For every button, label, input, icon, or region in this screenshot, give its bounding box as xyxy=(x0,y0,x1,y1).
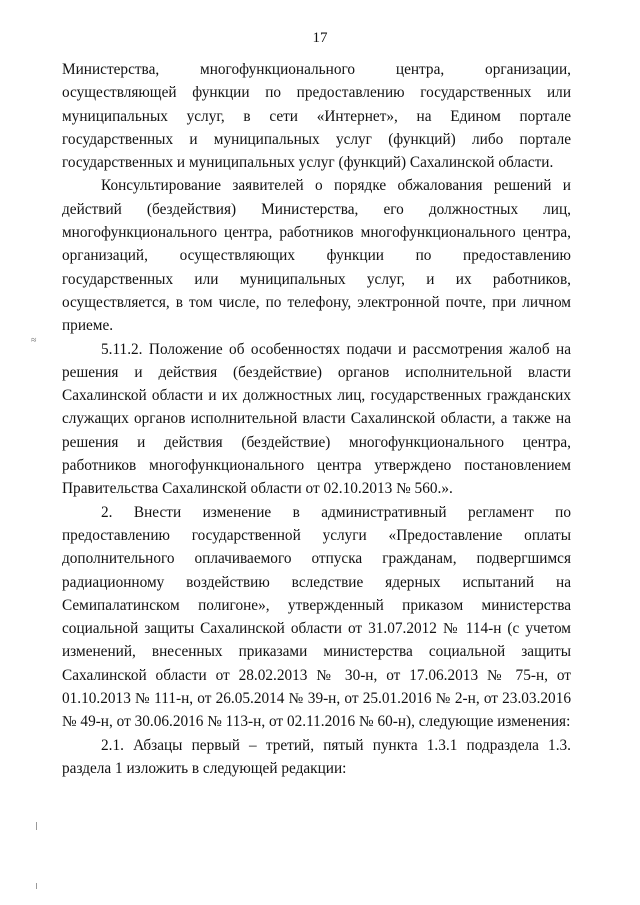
margin-tick xyxy=(36,883,37,889)
paragraph: Министерства, многофункционального центра, организации, осуществляющей функции по предоставлению государственных или муниципальных услуг, в сети «Интернет», на Едином портале государственных и муниципальных услуг (функций) либо портале государственных и муниципальных услуг (функций) Сахалинской области. xyxy=(62,61,571,172)
margin-tick xyxy=(36,822,37,830)
page-number: 17 xyxy=(312,30,328,46)
document-body xyxy=(62,58,571,780)
margin-mark: ≈ xyxy=(31,335,37,346)
paragraph: 5.11.2. Положение об особенностях подачи и рассмотрения жалоб на решения и действия (бездействие) органов исполнительной власти Сахалинской области и их должностных лиц, государственных гражданских служащих органов исполнительной власти Сахалинской области, а также на решения и действия (бездействие) многофункционального центра, работников многофункционального центра утверждено постановлением Правительства Сахалинской области от 02.10.2013 № 560.». xyxy=(62,340,571,498)
paragraph: 2. Внести изменение в административный регламент по предоставлению государственной услуги «Предоставление оплаты дополнительного оплачиваемого отпуска гражданам, подвергшимся радиационному воздействию вследствие ядерных испытаний на Семипалатинском полигоне», утвержденный приказом министерства социальной защиты Сахалинской области от 31.07.2012 № 114-н (с учетом изменений, внесенных приказами министерства социальной защиты Сахалинской области от 28.02.2013 № 30-н, от 17.06.2013 № 75-н, от 01.10.2013 № 111-н, от 26.05.2014 № 39-н, от 25.01.2016 № 2-н, от 23.03.2016 № 49-н, от 30.06.2016 № 113-н, от 02.11.2016 № 60-н), следующие изменения: xyxy=(62,503,571,731)
paragraph: 2.1. Абзацы первый – третий, пятый пункта 1.3.1 подраздела 1.3. раздела 1 изложить в следующей редакции: xyxy=(62,736,571,777)
paragraph: Консультирование заявителей о порядке обжалования решений и действий (бездействия) Министерства, его должностных лиц, многофункционального центра, работников многофункционального центра, организаций, осуществляющих функции по предоставлению государственных или муниципальных услуг, и их работников, осуществляется, в том числе, по телефону, электронной почте, при личном приеме. xyxy=(62,177,571,335)
